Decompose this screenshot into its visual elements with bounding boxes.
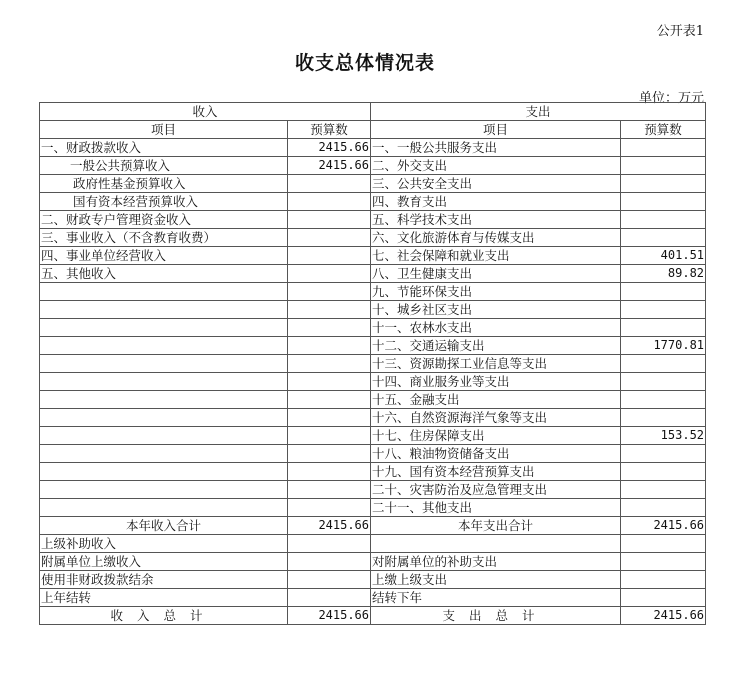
expense-item-cell: 十一、农林水支出 — [371, 319, 621, 337]
income-item-cell: 二、财政专户管理资金收入 — [40, 211, 288, 229]
expense-amount-cell — [621, 481, 706, 499]
expense-amount-cell — [621, 445, 706, 463]
grand-total-row — [40, 607, 706, 625]
table-row — [40, 445, 706, 463]
table-row — [40, 373, 706, 391]
table-row — [40, 157, 706, 175]
income-amount-cell — [288, 355, 371, 373]
expense-amount-cell — [621, 535, 706, 553]
unit-label: 单位：万元 — [638, 91, 704, 106]
table-row — [40, 553, 706, 571]
income-amount-cell — [288, 553, 371, 571]
income-amount-cell — [288, 193, 371, 211]
table-row — [40, 319, 706, 337]
table-row — [40, 247, 706, 265]
revenue-expenditure-table — [39, 102, 706, 625]
expense-item-cell: 八、卫生健康支出 — [371, 265, 621, 283]
expense-amount-cell — [621, 157, 706, 175]
income-item-cell: 四、事业单位经营收入 — [40, 247, 288, 265]
income-item-cell — [40, 301, 288, 319]
expense-amount-cell — [621, 283, 706, 301]
expense-amount-cell — [621, 373, 706, 391]
income-amount-cell — [288, 373, 371, 391]
table-row — [40, 175, 706, 193]
income-item-cell — [40, 319, 288, 337]
expense-amount-cell — [621, 391, 706, 409]
income-item-cell — [40, 499, 288, 517]
expense-total-label: 支出总计 — [371, 607, 621, 625]
table-row — [40, 481, 706, 499]
income-item-cell: 附属单位上缴收入 — [40, 553, 288, 571]
income-amount-cell — [288, 319, 371, 337]
expense-item-cell: 十六、自然资源海洋气象等支出 — [371, 409, 621, 427]
income-item-cell: 五、其他收入 — [40, 265, 288, 283]
income-amount-cell — [288, 445, 371, 463]
income-item-cell — [40, 481, 288, 499]
income-item-header: 项目 — [40, 121, 288, 139]
income-amount-cell — [288, 265, 371, 283]
expense-amount-cell — [621, 571, 706, 589]
income-amount-cell — [288, 535, 371, 553]
expense-item-cell: 四、教育支出 — [371, 193, 621, 211]
table-row — [40, 265, 706, 283]
income-amount-cell — [288, 499, 371, 517]
income-item-cell — [40, 283, 288, 301]
expense-amount-cell: 1770.81 — [621, 337, 706, 355]
expense-amount-cell — [621, 319, 706, 337]
income-amount-cell — [288, 409, 371, 427]
income-amount-cell — [288, 463, 371, 481]
table-row — [40, 355, 706, 373]
income-item-cell: 三、事业收入（不含教育收费） — [40, 229, 288, 247]
income-amount-cell — [288, 589, 371, 607]
income-budget-header: 预算数 — [288, 121, 371, 139]
expense-item-cell: 七、社会保障和就业支出 — [371, 247, 621, 265]
income-item-cell — [40, 355, 288, 373]
income-amount-cell — [288, 481, 371, 499]
table-row — [40, 463, 706, 481]
table-row — [40, 193, 706, 211]
income-amount-cell — [288, 301, 371, 319]
expense-amount-cell — [621, 229, 706, 247]
expense-amount-cell — [621, 355, 706, 373]
income-item-cell — [40, 427, 288, 445]
expense-item-cell: 十三、资源勘探工业信息等支出 — [371, 355, 621, 373]
expense-item-cell: 二、外交支出 — [371, 157, 621, 175]
income-subtotal-amount: 2415.66 — [288, 517, 371, 535]
income-amount-cell: 2415.66 — [288, 139, 371, 157]
group-header-row — [40, 103, 706, 121]
expense-amount-cell: 153.52 — [621, 427, 706, 445]
expense-item-cell: 二十、灾害防治及应急管理支出 — [371, 481, 621, 499]
income-item-cell: 国有资本经营预算收入 — [40, 193, 288, 211]
expense-amount-cell: 401.51 — [621, 247, 706, 265]
expense-item-cell: 五、科学技术支出 — [371, 211, 621, 229]
page-title: 收支总体情况表 — [294, 52, 435, 74]
expense-amount-cell — [621, 175, 706, 193]
table-row — [40, 409, 706, 427]
income-amount-cell: 2415.66 — [288, 157, 371, 175]
income-item-cell: 上年结转 — [40, 589, 288, 607]
expense-budget-header: 预算数 — [621, 121, 706, 139]
expense-amount-cell — [621, 139, 706, 157]
income-item-cell — [40, 373, 288, 391]
table-code-label: 公开表1 — [656, 24, 704, 39]
expense-item-cell: 对附属单位的补助支出 — [371, 553, 621, 571]
expense-item-cell: 结转下年 — [371, 589, 621, 607]
table-row — [40, 229, 706, 247]
expense-item-cell: 十八、粮油物资储备支出 — [371, 445, 621, 463]
expense-subtotal-label: 本年支出合计 — [371, 517, 621, 535]
income-amount-cell — [288, 571, 371, 589]
income-item-cell — [40, 463, 288, 481]
expense-amount-cell — [621, 211, 706, 229]
income-item-cell: 一、财政拨款收入 — [40, 139, 288, 157]
expense-amount-cell — [621, 301, 706, 319]
income-item-cell — [40, 391, 288, 409]
table-row — [40, 427, 706, 445]
income-item-cell — [40, 409, 288, 427]
expense-total-amount: 2415.66 — [621, 607, 706, 625]
income-total-label: 收入总计 — [40, 607, 288, 625]
expense-amount-cell — [621, 193, 706, 211]
income-amount-cell — [288, 229, 371, 247]
subtotal-row — [40, 517, 706, 535]
income-group-header: 收入 — [40, 103, 371, 121]
table-row — [40, 301, 706, 319]
income-item-cell: 上级补助收入 — [40, 535, 288, 553]
income-item-cell — [40, 337, 288, 355]
expense-item-cell: 十、城乡社区支出 — [371, 301, 621, 319]
expense-item-cell: 十五、金融支出 — [371, 391, 621, 409]
expense-item-cell: 三、公共安全支出 — [371, 175, 621, 193]
income-amount-cell — [288, 247, 371, 265]
income-amount-cell — [288, 175, 371, 193]
expense-item-cell: 十七、住房保障支出 — [371, 427, 621, 445]
table-row — [40, 589, 706, 607]
table-row — [40, 211, 706, 229]
income-item-cell: 使用非财政拨款结余 — [40, 571, 288, 589]
expense-amount-cell — [621, 589, 706, 607]
table-row — [40, 391, 706, 409]
expense-item-cell: 九、节能环保支出 — [371, 283, 621, 301]
expense-item-cell: 二十一、其他支出 — [371, 499, 621, 517]
income-amount-cell — [288, 427, 371, 445]
table-row — [40, 571, 706, 589]
table-row — [40, 139, 706, 157]
expense-amount-cell — [621, 553, 706, 571]
column-header-row — [40, 121, 706, 139]
table-row — [40, 535, 706, 553]
expense-amount-cell — [621, 499, 706, 517]
expense-group-header: 支出 — [371, 103, 706, 121]
expense-item-cell: 六、文化旅游体育与传媒支出 — [371, 229, 621, 247]
expense-item-header: 项目 — [371, 121, 621, 139]
income-item-cell: 政府性基金预算收入 — [40, 175, 288, 193]
expense-item-cell: 十四、商业服务业等支出 — [371, 373, 621, 391]
expense-item-cell: 十九、国有资本经营预算支出 — [371, 463, 621, 481]
table-row — [40, 337, 706, 355]
income-amount-cell — [288, 283, 371, 301]
income-item-cell — [40, 445, 288, 463]
expense-amount-cell — [621, 463, 706, 481]
expense-amount-cell — [621, 409, 706, 427]
income-total-amount: 2415.66 — [288, 607, 371, 625]
expense-amount-cell: 89.82 — [621, 265, 706, 283]
expense-item-cell: 一、一般公共服务支出 — [371, 139, 621, 157]
table-row — [40, 283, 706, 301]
income-subtotal-label: 本年收入合计 — [40, 517, 288, 535]
income-amount-cell — [288, 211, 371, 229]
income-amount-cell — [288, 337, 371, 355]
expense-subtotal-amount: 2415.66 — [621, 517, 706, 535]
table-row — [40, 499, 706, 517]
income-item-cell: 一般公共预算收入 — [40, 157, 288, 175]
expense-item-cell: 十二、交通运输支出 — [371, 337, 621, 355]
expense-item-cell — [371, 535, 621, 553]
income-amount-cell — [288, 391, 371, 409]
expense-item-cell: 上缴上级支出 — [371, 571, 621, 589]
